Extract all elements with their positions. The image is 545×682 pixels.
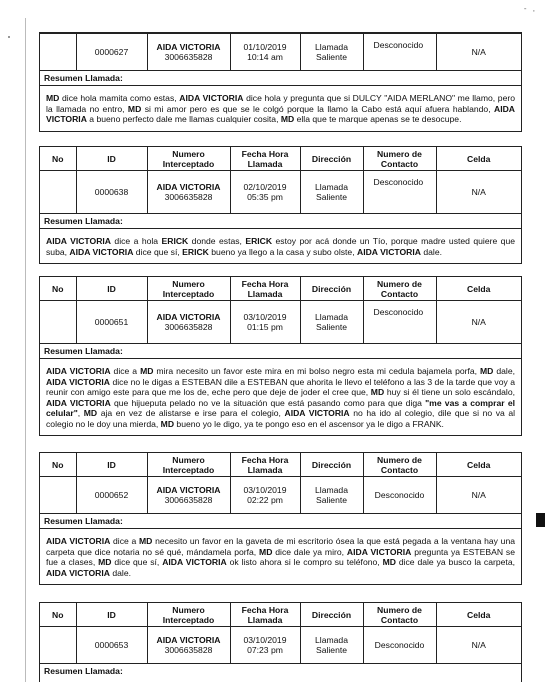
direccion-cell	[300, 171, 363, 214]
call-record-table	[40, 453, 521, 514]
header-contacto: Numero de Contacto	[363, 603, 436, 627]
interceptado-name: AIDA VICTORIA	[156, 485, 221, 495]
direccion-line2: Saliente	[315, 495, 348, 505]
speaker-name: AIDA VICTORIA	[162, 557, 227, 567]
direccion-cell	[300, 477, 363, 514]
header-fecha: Fecha Hora Llamada	[230, 277, 300, 301]
interceptado-cell	[147, 171, 230, 214]
call-record-0000653	[39, 602, 522, 682]
speaker-name: AIDA VICTORIA	[46, 366, 111, 376]
resumen-label: Resumen Llamada:	[44, 666, 123, 676]
header-direccion: Dirección	[300, 277, 363, 301]
interceptado-phone: 3006635828	[164, 192, 213, 202]
speaker-name: AIDA VICTORIA	[46, 236, 112, 246]
contacto-cell: Desconocido	[363, 627, 436, 664]
fecha-time: 07:23 pm	[247, 645, 283, 655]
celda-cell: N/A	[436, 301, 521, 344]
header-direccion: Dirección	[300, 147, 363, 171]
fecha-date: 01/10/2019	[243, 42, 287, 52]
speaker-name: AIDA VICTORIA	[357, 246, 421, 257]
speaker-name: MD	[480, 366, 494, 376]
fecha-time: 01:15 pm	[247, 322, 283, 332]
header-fecha: Fecha Hora Llamada	[230, 453, 300, 477]
header-id: ID	[76, 603, 147, 627]
id-cell: 0000652	[76, 477, 147, 514]
interceptado-cell	[147, 627, 230, 664]
direccion-cell	[300, 627, 363, 664]
header-direccion: Dirección	[300, 603, 363, 627]
speaker-name: AIDA VICTORIA	[46, 567, 110, 578]
header-celda: Celda	[436, 603, 521, 627]
header-no: No	[40, 147, 76, 171]
call-record-0000652	[39, 452, 522, 585]
speaker-name: AIDA VICTORIA	[179, 93, 244, 103]
speaker-name: AIDA VICTORIA	[46, 536, 111, 546]
fecha-time: 10:14 am	[247, 52, 283, 62]
interceptado-cell	[147, 34, 230, 71]
header-id: ID	[76, 277, 147, 301]
speaker-name: MD	[160, 418, 175, 429]
fecha-date: 03/10/2019	[243, 312, 287, 322]
table-header-row	[40, 603, 521, 627]
call-record-table	[40, 277, 521, 344]
interceptado-phone: 3006635828	[164, 495, 213, 505]
speaker-name: AIDA VICTORIA	[46, 376, 111, 387]
speaker-name: "me vas a comprar el celular"	[46, 397, 515, 418]
interceptado-cell	[147, 477, 230, 514]
id-cell: 0000627	[76, 34, 147, 71]
fecha-date: 03/10/2019	[243, 485, 287, 495]
table-row	[40, 627, 521, 664]
fecha-cell	[230, 34, 300, 71]
direccion-cell	[300, 301, 363, 344]
interceptado-phone: 3006635828	[164, 52, 213, 62]
id-cell: 0000653	[76, 627, 147, 664]
resumen-label: Resumen Llamada:	[40, 214, 521, 229]
resumen-label: Resumen Llamada:	[40, 344, 521, 359]
fecha-cell	[230, 171, 300, 214]
table-row	[40, 34, 521, 71]
call-record-0000651	[39, 276, 522, 436]
speaker-name: AIDA VICTORIA	[46, 397, 111, 408]
interceptado-name: AIDA VICTORIA	[156, 42, 221, 52]
interceptado-name: AIDA VICTORIA	[156, 182, 221, 192]
direccion-line1: Llamada	[315, 635, 348, 645]
direccion-line2: Saliente	[315, 645, 348, 655]
header-interceptado: Numero Interceptado	[147, 147, 230, 171]
speaker-name: AIDA VICTORIA	[46, 103, 515, 124]
no-cell	[40, 627, 76, 664]
resumen-label: Resumen Llamada:	[40, 514, 521, 529]
id-cell: 0000651	[76, 301, 147, 344]
direccion-line1: Llamada	[315, 312, 348, 322]
speaker-name: MD	[46, 93, 60, 103]
table-header-row	[40, 147, 521, 171]
header-direccion: Dirección	[300, 453, 363, 477]
direccion-line2: Saliente	[315, 322, 348, 332]
fecha-date: 02/10/2019	[243, 182, 287, 192]
header-celda: Celda	[436, 453, 521, 477]
speaker-name: AIDA VICTORIA	[69, 246, 134, 257]
scan-marks: - ,	[523, 4, 537, 13]
call-record-0000638	[39, 146, 522, 264]
interceptado-cell	[147, 301, 230, 344]
speaker-name: MD	[127, 103, 142, 114]
header-no: No	[40, 603, 76, 627]
header-interceptado: Numero Interceptado	[147, 453, 230, 477]
table-header-row	[40, 277, 521, 301]
fecha-cell	[230, 301, 300, 344]
id-cell: 0000638	[76, 171, 147, 214]
speaker-name: MD	[382, 557, 396, 567]
header-id: ID	[76, 453, 147, 477]
celda-cell: N/A	[436, 477, 521, 514]
interceptado-phone: 3006635828	[164, 322, 213, 332]
contacto-cell: Desconocido	[363, 477, 436, 514]
interceptado-phone: 3006635828	[164, 645, 213, 655]
resumen-text: MD dice hola mamita como estas, AIDA VICTORIA dice hola y pregunta que si DULCY "AIDA MERLANO" me llamo, pero la llamada no entro, MD si mi amor pero es que se le colgó porque la llamo la Cabo está aquí afuera hablando, AIDA VICTORIA a bueno perfecto dale me llamas cualquier cosita, MD ella que te marque apenas se te desocupe.	[46, 93, 515, 124]
header-fecha: Fecha Hora Llamada	[230, 603, 300, 627]
speaker-name: AIDA VICTORIA	[284, 408, 350, 418]
header-id: ID	[76, 147, 147, 171]
resumen-label: Resumen Llamada:	[40, 71, 521, 86]
direccion-line1: Llamada	[315, 42, 348, 52]
direccion-line1: Llamada	[315, 485, 348, 495]
header-celda: Celda	[436, 277, 521, 301]
table-header-row	[40, 453, 521, 477]
table-row	[40, 171, 521, 214]
speaker-name: MD	[259, 546, 273, 557]
speaker-name: MD	[98, 557, 112, 567]
speaker-name: ERICK	[182, 246, 209, 257]
celda-cell: N/A	[436, 627, 521, 664]
speaker-name: MD	[370, 387, 385, 397]
call-record-table	[40, 147, 521, 214]
contacto-cell: Desconocido	[363, 171, 436, 214]
no-cell	[40, 301, 76, 344]
scan-dot	[8, 36, 10, 38]
speaker-name: ERICK	[161, 236, 189, 246]
contacto-cell: Desconocido	[363, 301, 436, 344]
direccion-line1: Llamada	[315, 182, 348, 192]
interceptado-name: AIDA VICTORIA	[156, 635, 221, 645]
direccion-cell	[300, 34, 363, 71]
header-contacto: Numero de Contacto	[363, 453, 436, 477]
header-fecha: Fecha Hora Llamada	[230, 147, 300, 171]
header-no: No	[40, 277, 76, 301]
call-record-0000627	[39, 32, 522, 132]
header-celda: Celda	[436, 147, 521, 171]
direccion-line2: Saliente	[315, 52, 348, 62]
no-cell	[40, 171, 76, 214]
page-margin-line	[25, 18, 26, 682]
speaker-name: MD	[83, 408, 98, 418]
no-cell	[40, 477, 76, 514]
fecha-time: 05:35 pm	[247, 192, 283, 202]
call-record-table	[40, 33, 521, 71]
speaker-name: AIDA VICTORIA	[346, 546, 412, 557]
interceptado-name: AIDA VICTORIA	[156, 312, 221, 322]
speaker-name: ERICK	[245, 236, 273, 246]
call-record-table	[40, 603, 521, 664]
direccion-line2: Saliente	[315, 192, 348, 202]
header-interceptado: Numero Interceptado	[147, 277, 230, 301]
celda-cell: N/A	[436, 171, 521, 214]
celda-cell: N/A	[436, 34, 521, 71]
fecha-cell	[230, 477, 300, 514]
resumen-text: AIDA VICTORIA dice a hola ERICK donde estas, ERICK estoy por acá donde un Tío, porque madre usted quiere que suba, AIDA VICTORIA dice que sí, ERICK bueno ya llego a la casa y subo olste, AIDA VICTORIA dale.	[46, 236, 515, 257]
header-contacto: Numero de Contacto	[363, 147, 436, 171]
speaker-name: MD	[139, 536, 153, 546]
fecha-cell	[230, 627, 300, 664]
fecha-date: 03/10/2019	[243, 635, 287, 645]
resumen-text: AIDA VICTORIA dice a MD necesito un favor en la gaveta de mi escritorio ósea la que está pegada a la ventana hay una carpeta que dice notaria no sé qué, mándamela porfa, MD dice dale ya miro, AIDA VICTORIA pregunta ya ESTEBAN se fue a clases, MD dice que sí, AIDA VICTORIA ok listo ahora si le compro su teléfono, MD dice dale ya busco la carpeta, AIDA VICTORIA dale.	[46, 536, 516, 578]
speaker-name: MD	[280, 114, 295, 124]
header-contacto: Numero de Contacto	[363, 277, 436, 301]
table-row	[40, 301, 521, 344]
speaker-name: MD	[140, 366, 154, 376]
table-row	[40, 477, 521, 514]
fecha-time: 02:22 pm	[247, 495, 283, 505]
resumen-text: AIDA VICTORIA dice a MD mira necesito un favor este mira en mi bolso negro esta mi cedula bajamela porfa, MD dale, AIDA VICTORIA dice no le digas a ESTEBAN dile a ESTEBAN que ahorita le llevo el teléfono a las 3 de la tarde que voy a reunir con amigo este para que me los de, eche pero que deje de joder el cree que, MD huy si él tiene un solo escándalo, AIDA VICTORIA que hijueputa pelado no ve la situación que está pasando como para que diga "me vas a comprar el celular", MD aja en vez de alistarse e irse para el colegio, AIDA VICTORIA no ha ido al colegio, dile que si no va al colegio no le doy una mierda, MD bueno yo le digo, ya te pongo eso en el ascensor ya le digo a FRANK.	[46, 366, 516, 429]
header-no: No	[40, 453, 76, 477]
contacto-cell: Desconocido	[363, 34, 436, 71]
no-cell	[40, 34, 76, 71]
redaction-mark	[536, 513, 545, 527]
header-interceptado: Numero Interceptado	[147, 603, 230, 627]
